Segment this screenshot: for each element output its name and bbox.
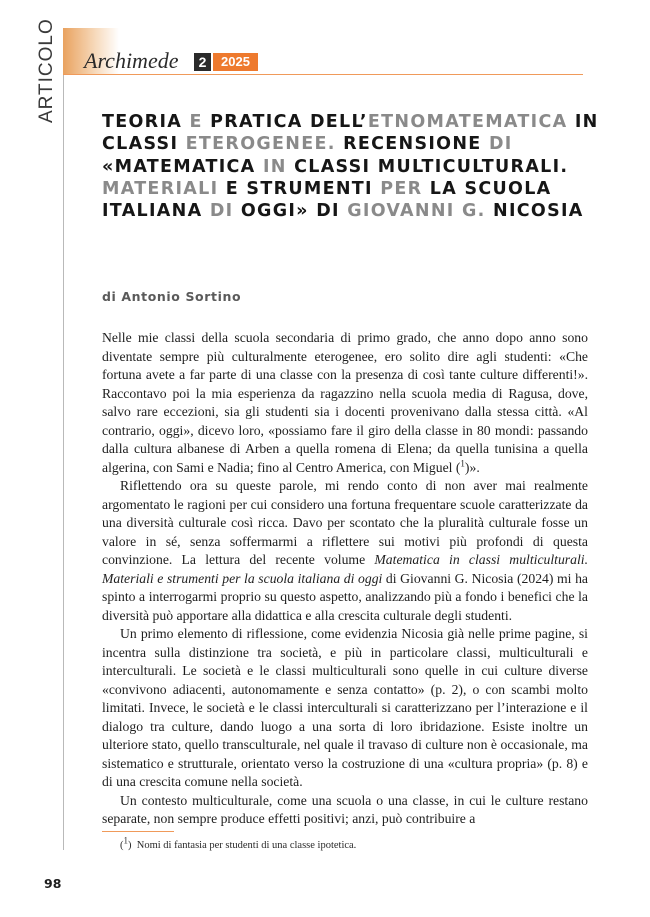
title-part: IN (262, 156, 295, 177)
journal-name: Archimede (84, 48, 179, 73)
title-part: LA SCUOLA ITALIANA (102, 178, 552, 222)
year-badge: 2025 (213, 53, 258, 71)
title-part: TEORIA (102, 112, 190, 132)
article-title (102, 111, 602, 222)
title-part: PER (380, 178, 430, 199)
paragraph: Un primo elemento di riflessione, come evidenzia Nicosia già nelle prime pagine, si incentra sulla distinzione tra società, e più in particolare classi, multiculturali e interculturali. Le società e le classi multiculturali sono quelle in cui culture diverse «convivono adiacenti, autonomamente e senza contatto» (p. 2), o con scambi molto limitati. Invece, le società e le classi interculturali si caratterizzano per l’interazione e il dialogo tra culture, dando luogo a una sorta di loro ibridazione. Esiste inoltre un ulteriore stato, quello transculturale, nel quale il travaso di culture non è occasionale, ma sistematico e strutturale, orientato verso la costruzione di una «cultura propria» (p. 8) e di una crescita comune nella società. (102, 626, 588, 789)
title-part: CLASSI MULTICULTURALI. (294, 156, 569, 177)
title-part: DI (488, 134, 513, 155)
footnote-rule (102, 831, 174, 832)
article-author: di Antonio Sortino (102, 289, 242, 304)
title-part: «MATEMATICA (102, 156, 263, 177)
title-part: NICOSIA (493, 201, 584, 222)
book-title: Matematica in classi multiculturali. Materiali e strumenti per la scuola italiana di oggi (102, 552, 589, 586)
title-part: DI (209, 201, 241, 222)
title-part: MATERIALI (102, 178, 226, 199)
footnote-ref[interactable]: 1 (460, 457, 465, 468)
title-part: DI (316, 201, 348, 222)
paragraph: Riflettendo ora su queste parole, mi rendo conto di non aver mai realmente argomentato le ragioni per cui considero una fortuna frequentare scuole caratterizzate da una diversità culturale così ricca. Davo per scontato che la pluralità culturale fosse un valore in sé, senza soffermarmi a riflettere sui motivi più profondi di questa convinzione. La lettura del recente volume Matematica in classi multiculturali. Materiali e strumenti per la scuola italiana di oggi di Giovanni G. Nicosia (2024) mi ha spinto a interrogarmi proprio su questo aspetto, analizzando più a fondo i benefici che la diversità può apportare alla didattica e alla crescita culturale degli studenti. (102, 478, 589, 623)
title-part: PRATICA DELL’ (210, 112, 368, 132)
header-rule (63, 74, 583, 75)
title-part: E (189, 112, 211, 132)
title-part: ETNOMATEMATICA (367, 112, 575, 132)
page-number: 98 (44, 876, 62, 891)
paragraph: Nelle mie classi della scuola secondaria di primo grado, che anno dopo anno sono diventate sempre più culturalmente eterogenee, ero solito dire agli studenti: «Che fortuna avete a far parte di una classe con la presenza di così tante culture differenti!». Raccontavo poi la mia esperienza da ragazzino nella scuola media di Ragusa, dove, salvo rare eccezioni, sia gli studenti sia i docenti provenivano dalla stessa città. «Al contrario, oggi», dicevo loro, «possiamo fare il giro della classe in 80 mondi: passando dalla cultura albanese di Arben a quella romena di Elena; da quella tunisina a quella algerina, con Sami e Nadia; fino al Centro America, con Miguel ($^1$)». (102, 330, 588, 475)
title-part: OGGI» (240, 201, 317, 222)
paragraph: Un contesto multiculturale, come una scuola o una classe, in cui le culture restano separate, non sempre produce effetti positivi; anzi, può contribuire a (102, 792, 588, 826)
title-part: GIOVANNI G. (347, 201, 494, 222)
title-part: IN CLASSI (102, 112, 599, 155)
title-part: E STRUMENTI (225, 178, 381, 199)
footnote-mark: 1 (123, 835, 128, 846)
section-label: ARTICOLO (36, 18, 57, 123)
margin-rule (63, 40, 64, 850)
footnote: ($^1$) Nomi di fantasia per studenti di una classe ipotetica. (120, 835, 357, 851)
title-part: RECENSIONE (343, 134, 489, 155)
title-part: ETEROGENEE. (185, 134, 344, 155)
article-body (102, 329, 588, 829)
issue-badge: 2 (194, 53, 211, 71)
